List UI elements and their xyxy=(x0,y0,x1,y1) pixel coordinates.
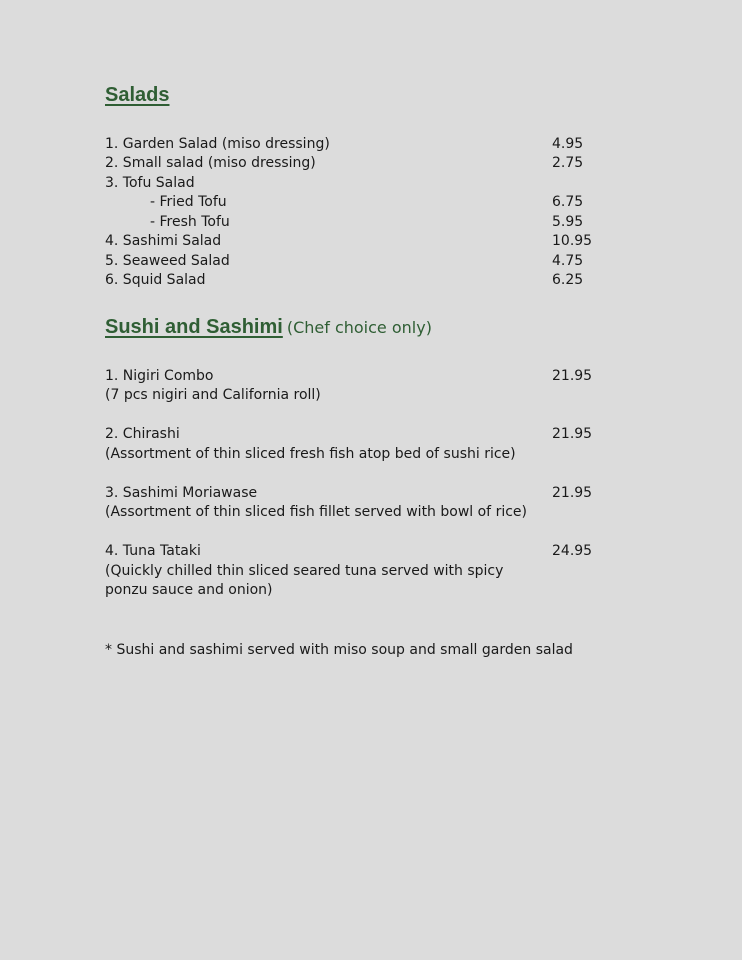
menu-item xyxy=(0,153,742,173)
item-description: ponzu sauce and onion) xyxy=(105,582,273,598)
menu-item xyxy=(0,251,742,271)
item-name: 5. Seaweed Salad xyxy=(105,253,230,269)
menu-item xyxy=(0,483,742,503)
menu-item xyxy=(0,134,742,154)
item-name: 3. Tofu Salad xyxy=(105,175,195,191)
item-price: 2.75 xyxy=(552,155,584,171)
item-price: 4.75 xyxy=(552,253,584,269)
menu-item xyxy=(0,270,742,290)
item-description: (Assortment of thin sliced fish fillet served with bowl of rice) xyxy=(105,504,527,520)
menu-item xyxy=(0,541,742,561)
item-price: 21.95 xyxy=(552,368,593,384)
item-name: 6. Squid Salad xyxy=(105,272,206,288)
salads-heading xyxy=(105,84,169,107)
item-name: - Fried Tofu xyxy=(150,194,227,210)
item-description: (Assortment of thin sliced fresh fish atop bed of sushi rice) xyxy=(105,446,516,462)
item-description: (7 pcs nigiri and California roll) xyxy=(105,387,321,403)
item-price: 4.95 xyxy=(552,136,584,152)
item-name: 3. Sashimi Moriawase xyxy=(105,485,258,501)
item-description: (Quickly chilled thin sliced seared tuna served with spicy xyxy=(105,563,504,579)
menu-item xyxy=(0,424,742,444)
item-price: 10.95 xyxy=(552,233,593,249)
salads-heading-text: Salads xyxy=(105,84,170,106)
sushi-heading xyxy=(105,316,432,339)
item-price: 24.95 xyxy=(552,543,593,559)
menu-subitem xyxy=(0,212,742,232)
menu-item xyxy=(0,366,742,386)
item-name: 1. Nigiri Combo xyxy=(105,368,214,384)
item-price: 21.95 xyxy=(552,485,593,501)
item-name: 2. Chirashi xyxy=(105,426,180,442)
menu-item xyxy=(0,173,742,193)
sushi-heading-text: Sushi and Sashimi xyxy=(105,316,283,338)
item-name: - Fresh Tofu xyxy=(150,214,230,230)
item-name: 2. Small salad (miso dressing) xyxy=(105,155,316,171)
item-price: 6.75 xyxy=(552,194,584,210)
item-price: 5.95 xyxy=(552,214,584,230)
item-name: 4. Sashimi Salad xyxy=(105,233,222,249)
footnote: * Sushi and sashimi served with miso soup and small garden salad xyxy=(105,642,573,658)
menu-item xyxy=(0,231,742,251)
item-name: 1. Garden Salad (miso dressing) xyxy=(105,136,330,152)
sushi-heading-note: (Chef choice only) xyxy=(286,318,432,337)
menu-subitem xyxy=(0,192,742,212)
item-price: 21.95 xyxy=(552,426,593,442)
item-price: 6.25 xyxy=(552,272,584,288)
item-name: 4. Tuna Tataki xyxy=(105,543,201,559)
